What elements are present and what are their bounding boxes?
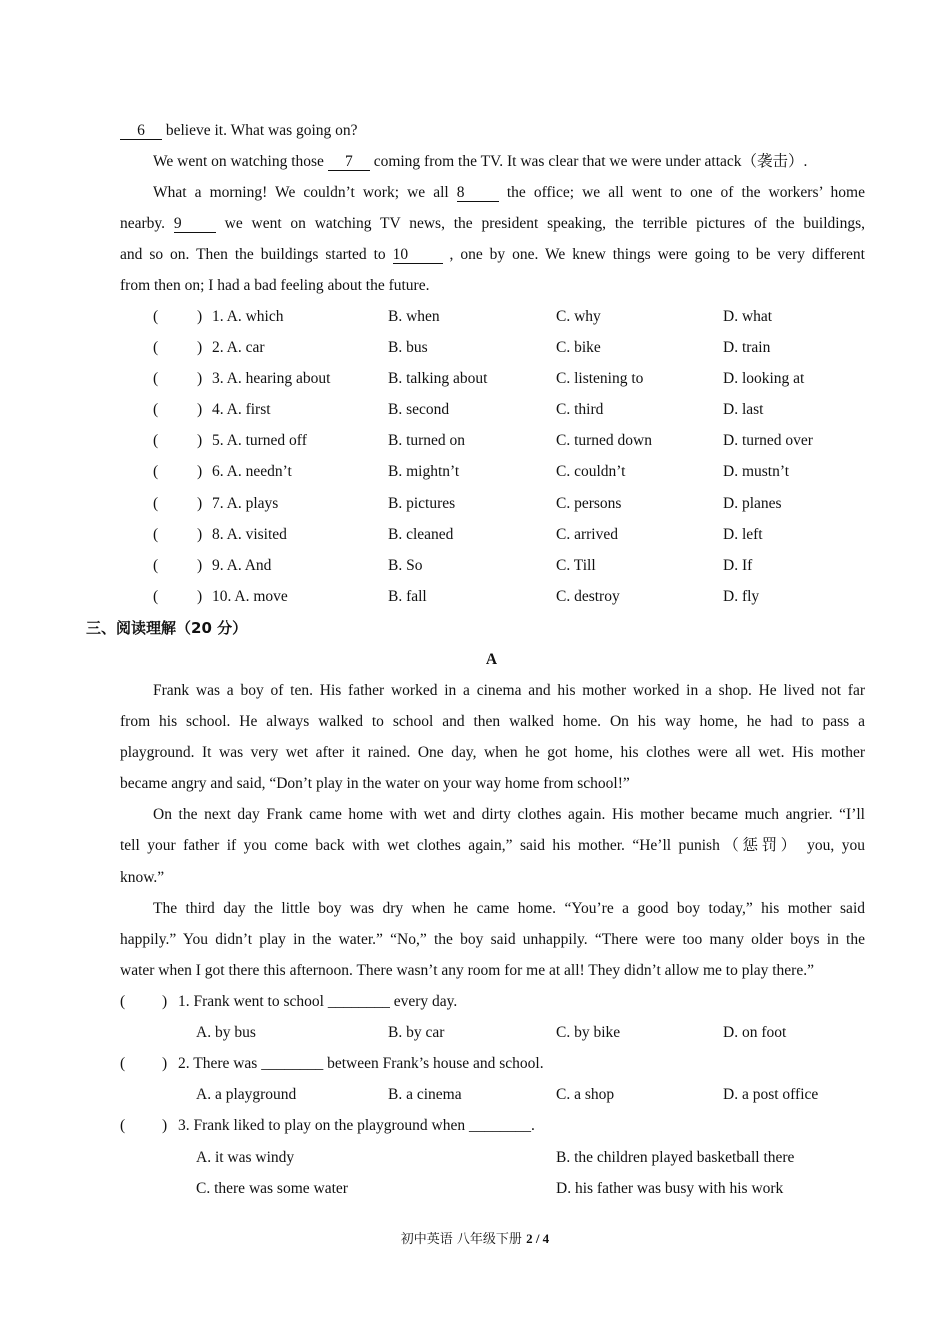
- blank-7: 7: [328, 154, 370, 171]
- passage-line: Frank was a boy of ten. His father worked in a cinema and his mother worked in a shop. He lived not far: [153, 682, 865, 699]
- blank-10: 10: [393, 247, 443, 264]
- passage-line: On the next day Frank came home with wet and dirty clothes again. His mother became much angrier. “I’ll: [153, 806, 865, 823]
- passage-line: tell your father if you come back with wet clothes again,” said his mother. “He’ll punish（惩罚） you, you: [120, 837, 865, 854]
- footer-text: 初中英语 八年级下册: [400, 1232, 527, 1247]
- cloze-question: ( ) 9. A. And B. So C. Till D. If: [153, 557, 753, 574]
- cloze-question: ( ) 10. A. move B. fall C. destroy D. fly: [153, 588, 760, 605]
- blank-8: 8: [457, 185, 499, 202]
- cloze-question: ( ) 2. A. car B. bus C. bike D. train: [153, 339, 771, 356]
- page-footer: [0, 1229, 950, 1250]
- cloze-question: ( ) 7. A. plays B. pictures C. persons D. planes: [153, 495, 782, 512]
- cloze-line-1: 6 believe it. What was going on?: [120, 121, 865, 141]
- cloze-line-4: nearby. 9 we went on watching TV news, the president speaking, the terrible pictures of the buildings,: [120, 215, 865, 232]
- cloze-question: ( ) 6. A. needn’t B. mightn’t C. couldn’t D. mustn’t: [153, 463, 790, 480]
- blank-9: 9: [174, 216, 216, 233]
- passage-line: The third day the little boy was dry when he came home. “You’re a good boy today,” his mother said: [153, 900, 865, 917]
- cloze-question: ( ) 8. A. visited B. cleaned C. arrived D. left: [153, 526, 763, 543]
- cloze-question: ( ) 4. A. first B. second C. third D. last: [153, 401, 764, 418]
- reading-question-options: A. it was windy B. the children played basketball there: [196, 1149, 795, 1166]
- reading-question-stem: ( ) 1. Frank went to school ________ every day.: [120, 993, 458, 1010]
- passage-title: A: [485, 651, 498, 668]
- passage-line: playground. It was very wet after it rained. One day, when he got home, his clothes were all wet. His mother: [120, 744, 865, 761]
- cloze-question: ( ) 1. A. which B. when C. why D. what: [153, 308, 773, 325]
- page-number: 2 / 4: [526, 1231, 550, 1246]
- cloze-line-6: from then on; I had a bad feeling about the future.: [120, 277, 430, 294]
- passage-line: happily.” You didn’t play in the water.” “No,” the boy said unhappily. “There were too many older boys in the: [120, 931, 865, 948]
- blank-6: 6: [120, 123, 162, 140]
- reading-question-stem: ( ) 3. Frank liked to play on the playground when ________.: [120, 1117, 535, 1134]
- cloze-line-2: We went on watching those 7 coming from the TV. It was clear that we were under attack（袭击）.: [153, 153, 808, 170]
- reading-question-options: A. by bus B. by car C. by bike D. on foot: [196, 1024, 787, 1041]
- passage-line: water when I got there this afternoon. There wasn’t any room for me at all! They didn’t allow me to play there.”: [120, 962, 814, 979]
- reading-question-options: A. a playground B. a cinema C. a shop D. a post office: [196, 1086, 819, 1103]
- reading-question-options: C. there was some water D. his father was busy with his work: [196, 1180, 784, 1197]
- section-heading: 三、阅读理解（20 分）: [86, 619, 248, 637]
- passage-line: became angry and said, “Don’t play in the water on your way home from school!”: [120, 775, 630, 792]
- cloze-question: ( ) 5. A. turned off B. turned on C. turned down D. turned over: [153, 432, 813, 449]
- cloze-question: ( ) 3. A. hearing about B. talking about C. listening to D. looking at: [153, 370, 805, 387]
- cloze-line-5: and so on. Then the buildings started to 10 , one by one. We knew things were going to be very different: [120, 246, 865, 263]
- reading-question-stem: ( ) 2. There was ________ between Frank’s house and school.: [120, 1055, 544, 1072]
- passage-line: know.”: [120, 869, 165, 886]
- passage-line: from his school. He always walked to school and then walked home. On his way home, he had to pass a: [120, 713, 865, 730]
- cloze-line-3: What a morning! We couldn’t work; we all 8 the office; we all went to one of the workers’ home: [153, 184, 865, 201]
